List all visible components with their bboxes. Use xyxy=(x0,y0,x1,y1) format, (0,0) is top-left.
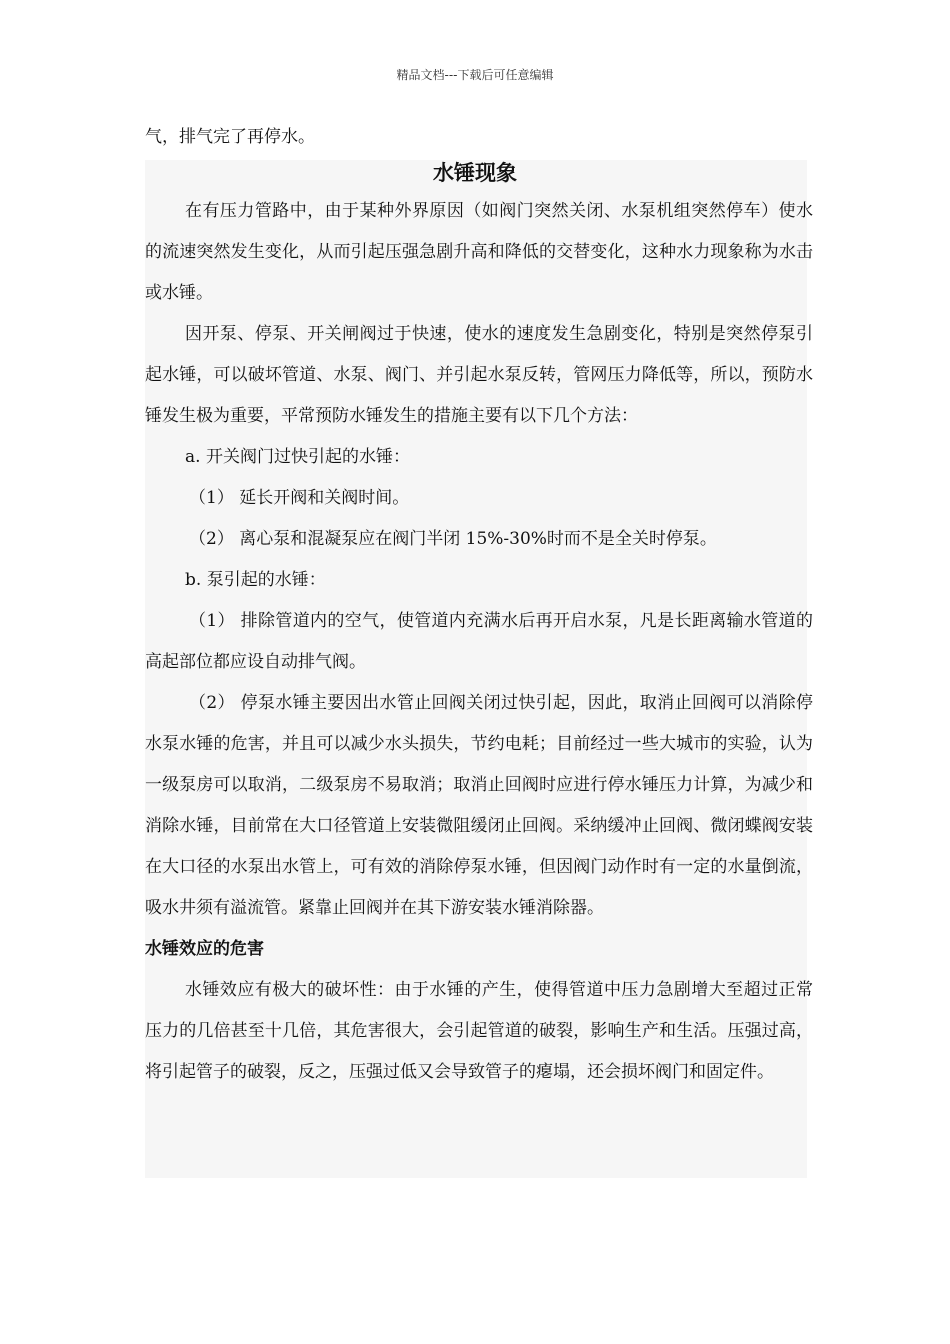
section-b-item-1: （1） 排除管道内的空气，使管道内充满水后再开启水泵，凡是长距离输水管道的高起部位都应设自动排气阀。 xyxy=(145,611,813,672)
section-a-item-2: （2） 离心泵和混凝泵应在阀门半闭 15%-30%时而不是全关时停泵。 xyxy=(189,529,717,549)
paragraph-definition: 在有压力管路中，由于某种外界原因（如阀门突然关闭、水泵机组突然停车）使水的流速突然发生变化，从而引起压强急剧升高和降低的交替变化，这种水力现象称为水击或水锤。 xyxy=(145,201,813,303)
hazard-heading: 水锤效应的危害 xyxy=(145,939,264,959)
section-b-heading: b. 泵引起的水锤： xyxy=(185,570,326,590)
section-a-heading: a. 开关阀门过快引起的水锤： xyxy=(185,447,410,467)
section-b-item-2: （2） 停泵水锤主要因出水管止回阀关闭过快引起，因此，取消止回阀可以消除停水泵水锤的危害，并且可以减少水头损失，节约电耗；目前经过一些大城市的实验，认为一级泵房可以取消，二级泵房不易取消；取消止回阀时应进行停水锤压力计算，为减少和消除水锤，目前常在大口径管道上安装微阻缓闭止回阀。采纳缓冲止回阀、微闭蝶阀安装在大口径的水泵出水管上，可有效的消除停泵水锤，但因阀门动作时有一定的水量倒流，吸水井须有溢流管。紧靠止回阀并在其下游安装水锤消除器。 xyxy=(145,693,813,918)
section-a-item-1: （1） 延长开阀和关阀时间。 xyxy=(189,488,410,508)
document-title: 水锤现象 xyxy=(433,161,517,185)
continued-text-line: 气，排气完了再停水。 xyxy=(145,127,315,147)
paragraph-causes: 因开泵、停泵、开关闸阀过于快速，使水的速度发生急剧变化，特别是突然停泵引起水锤，可以破坏管道、水泵、阀门、并引起水泵反转，管网压力降低等，所以，预防水锤发生极为重要，平常预防水锤发生的措施主要有以下几个方法： xyxy=(145,324,813,426)
document-body xyxy=(145,191,813,1093)
page-header: 精品文档---下载后可任意编辑 xyxy=(396,68,554,82)
hazard-paragraph: 水锤效应有极大的破坏性：由于水锤的产生，使得管道中压力急剧增大至超过正常压力的几倍甚至十几倍，其危害很大，会引起管道的破裂，影响生产和生活。压强过高，将引起管子的破裂，反之，压强过低又会导致管子的瘪塌，还会损坏阀门和固定件。 xyxy=(145,980,813,1082)
